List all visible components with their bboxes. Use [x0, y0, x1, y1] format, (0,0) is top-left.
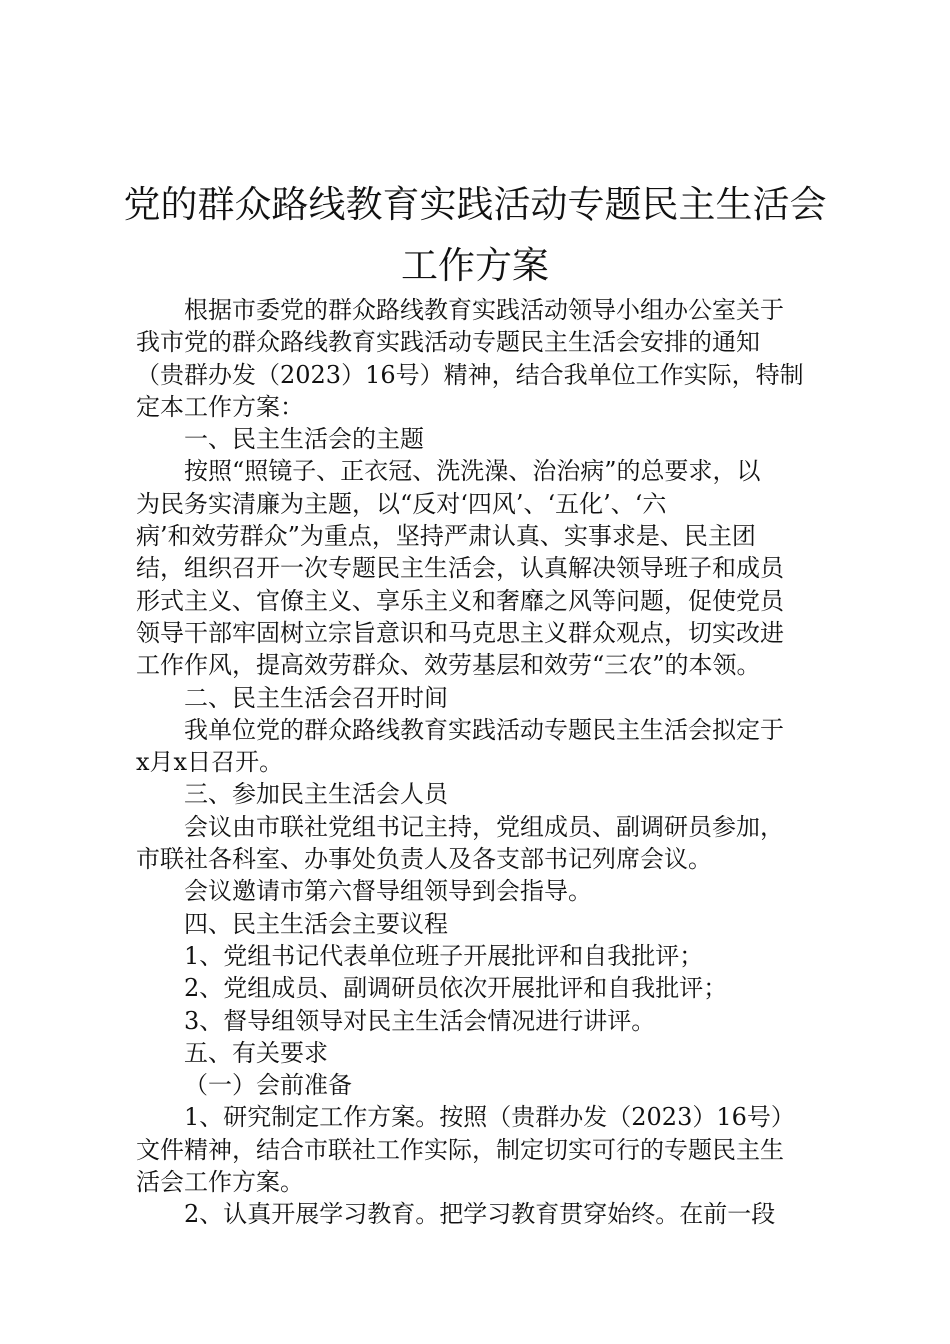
paragraph-line: 领导干部牢固树立宗旨意识和马克思主义群众观点，切实改进 [136, 618, 784, 647]
paragraph-line: 结，组织召开一次专题民主生活会，认真解决领导班子和成员 [136, 554, 784, 583]
paragraph-line: 1、研究制定工作方案。按照（贵群办发（2023）16号） [184, 1103, 795, 1132]
paragraph-line: 二、民主生活会召开时间 [184, 683, 448, 712]
paragraph-line: 活会工作方案。 [136, 1168, 304, 1197]
paragraph-line: 我市党的群众路线教育实践活动专题民主生活会安排的通知 [136, 328, 760, 357]
paragraph-line: 病’和效劳群众”为重点，坚持严肃认真、实事求是、民主团 [136, 522, 756, 551]
document-title-line-2: 工作方案 [401, 244, 549, 287]
paragraph-line: （贵群办发（2023）16号）精神，结合我单位工作实际，特制 [136, 360, 804, 389]
document-title-line-1: 党的群众路线教育实践活动专题民主生活会 [123, 183, 827, 226]
paragraph-line: 形式主义、官僚主义、享乐主义和奢靡之风等问题，促使党员 [136, 586, 784, 615]
paragraph-line: （一）会前准备 [184, 1071, 352, 1100]
paragraph-line: 按照“照镜子、正衣冠、洗洗澡、治治病”的总要求，以 [184, 457, 761, 486]
paragraph-line: 2、党组成员、副调研员依次开展批评和自我批评； [184, 974, 728, 1003]
document-body [136, 294, 826, 1231]
paragraph-line: 根据市委党的群众路线教育实践活动领导小组办公室关于 [184, 296, 784, 324]
paragraph-line: x月x日召开。 [136, 748, 284, 777]
paragraph-line: 市联社各科室、办事处负责人及各支部书记列席会议。 [136, 845, 712, 874]
paragraph-line: 定本工作方案： [136, 392, 304, 421]
paragraph-line: 3、督导组领导对民主生活会情况进行讲评。 [184, 1006, 656, 1035]
paragraph-line: 一、民主生活会的主题 [184, 425, 424, 454]
paragraph-line: 四、民主生活会主要议程 [184, 909, 448, 938]
paragraph-line: 会议由市联社党组书记主持，党组成员、副调研员参加， [184, 812, 784, 841]
paragraph-line: 为民务实清廉为主题，以“反对‘四风’、‘五化’、‘六 [136, 489, 667, 518]
paragraph-line: 三、参加民主生活会人员 [184, 780, 448, 809]
paragraph-line: 会议邀请市第六督导组领导到会指导。 [184, 877, 592, 906]
paragraph-line: 五、有关要求 [184, 1038, 328, 1067]
paragraph-line: 我单位党的群众路线教育实践活动专题民主生活会拟定于 [184, 715, 784, 744]
paragraph-line: 2、认真开展学习教育。把学习教育贯穿始终。在前一段 [184, 1200, 776, 1229]
paragraph-line: 工作作风，提高效劳群众、效劳基层和效劳“三农”的本领。 [136, 651, 761, 680]
paragraph-line: 文件精神，结合市联社工作实际，制定切实可行的专题民主生 [136, 1135, 784, 1164]
paragraph-line: 1、党组书记代表单位班子开展批评和自我批评； [184, 941, 704, 970]
